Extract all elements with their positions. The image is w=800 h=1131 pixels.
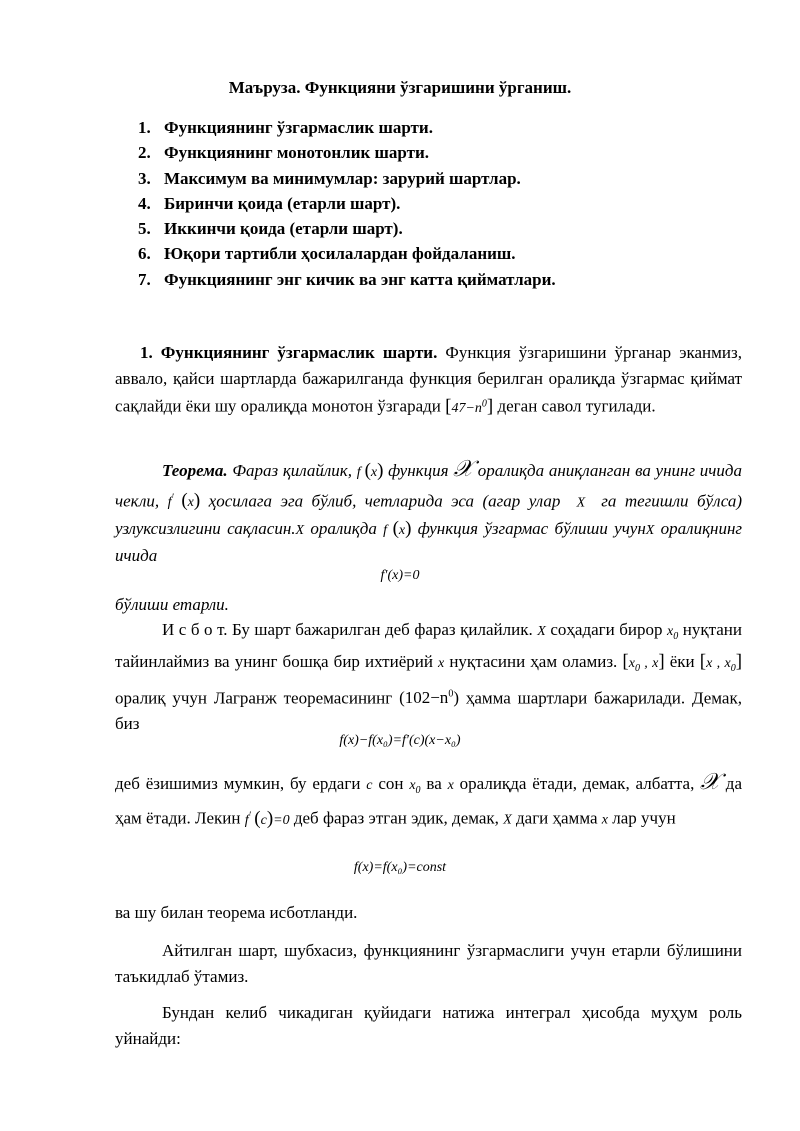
formula-fx: f (x) bbox=[383, 517, 412, 539]
toc-text: Функциянинг ўзгармаслик шарти. bbox=[164, 118, 433, 137]
formula-fx: f (x) bbox=[356, 460, 384, 481]
toc-number: 1. bbox=[138, 118, 151, 137]
symbol-x: x bbox=[438, 656, 445, 672]
section1-heading: 1. Функциянинг ўзгармаслик шарти. bbox=[140, 343, 438, 362]
symbol-X: X bbox=[503, 812, 512, 828]
symbol-X: 𝒳 bbox=[453, 456, 473, 482]
symbol-X: X bbox=[537, 624, 546, 639]
toc-number: 7. bbox=[138, 269, 151, 289]
reference-inline: $[47-n^0]$ bbox=[445, 395, 494, 417]
lagrange-reference bbox=[399, 688, 459, 707]
proof-end: ва шу билан теорема исботланди. bbox=[115, 903, 358, 922]
toc-number: 2. bbox=[138, 143, 151, 163]
proof-continuation bbox=[115, 770, 742, 833]
proof-text: нуқтасини ҳам оламиз. bbox=[444, 652, 623, 672]
toc-item bbox=[138, 118, 556, 143]
symbol-X: X bbox=[568, 495, 593, 511]
proof-text: лар учун bbox=[607, 808, 676, 828]
toc-text: Биринчи қоида (етарли шарт). bbox=[164, 193, 401, 213]
toc-number: 6. bbox=[138, 244, 151, 264]
toc-item bbox=[138, 169, 556, 194]
toc-text: Иккинчи қоида (етарли шарт). bbox=[164, 219, 403, 239]
toc-item bbox=[138, 219, 556, 244]
toc-text: Функциянинг энг кичик ва энг катта қийматлари. bbox=[164, 269, 556, 289]
theorem-text: функция ўзгармас бўлиши учун bbox=[411, 518, 646, 538]
proof-paragraph bbox=[115, 617, 742, 736]
symbol-X: X bbox=[295, 522, 305, 538]
proof-text: нуқтани тайинлаймиз ва унинг бошқа бир ихтиёрий bbox=[115, 620, 742, 672]
proof-text: сон bbox=[372, 774, 410, 793]
lagrange-formula: f(x)−f(x₀)=f′(c)(x−x₀) bbox=[339, 733, 461, 748]
proof-text: ҳамма шартлари бажарилади. Демак, биз bbox=[115, 688, 742, 733]
proof-text: деб ёзишимиз мумкин, бу ердаги bbox=[115, 774, 367, 793]
theorem-label: Теорема. bbox=[162, 461, 228, 480]
symbol-x: x bbox=[447, 778, 454, 793]
symbol-X: 𝒳 bbox=[700, 769, 720, 795]
toc-item bbox=[138, 143, 556, 168]
toc-item bbox=[138, 244, 556, 269]
theorem-text: оралиқда bbox=[304, 518, 384, 538]
symbol-c: c bbox=[366, 778, 373, 793]
section1-text-end: деган савол тугилади. bbox=[493, 396, 656, 416]
theorem-text: ҳосилага эга бўлиб, четларида эса (агар улар bbox=[200, 491, 569, 511]
symbol-x0: $x_0$ bbox=[667, 624, 679, 642]
interval-x-x0: [x , $x_0$] bbox=[699, 651, 743, 675]
reference-close: ) bbox=[453, 688, 459, 708]
theorem-formula: f′(x)=0 bbox=[380, 568, 420, 583]
proof-text: ва bbox=[420, 774, 448, 793]
reference-text: (102−n bbox=[399, 688, 449, 708]
reference-text: 47−n bbox=[451, 400, 482, 416]
interval-x0-x: [$x_0$ , x] bbox=[622, 651, 665, 675]
symbol-x0: $x_0$ bbox=[409, 778, 421, 796]
const-formula: f(x)=f(x₀)=const bbox=[353, 860, 447, 875]
theorem-paragraph bbox=[115, 457, 742, 569]
theorem-text: оралиқда аниқланган ва унинг ичида чекли, bbox=[115, 461, 742, 511]
proof-text: оралиқда ётади, демак, албатта, bbox=[453, 774, 701, 793]
toc-text: Юқори тартибли ҳосилалардан фойдаланиш. bbox=[164, 244, 516, 264]
toc-number: 5. bbox=[138, 219, 151, 239]
proof-text: оралиқ учун Лагранж теоремасининг bbox=[115, 688, 400, 708]
toc-item bbox=[138, 270, 556, 295]
toc-text: Максимум ва минимумлар: зарурий шартлар. bbox=[164, 168, 521, 188]
toc-item bbox=[138, 194, 556, 219]
theorem-text: Фараз қилайлик, bbox=[227, 461, 357, 480]
consequence-paragraph: Бундан келиб чикадиган қуйидаги натижа интеграл ҳисобда муҳум роль уйнайди: bbox=[115, 1003, 742, 1048]
table-of-contents bbox=[138, 118, 556, 295]
section1-paragraph bbox=[115, 340, 742, 421]
proof-text: И с б о т. Бу шарт бажарилган деб фараз қилайлик. bbox=[162, 620, 538, 639]
proof-text: ёки bbox=[664, 652, 700, 672]
symbol-X: X bbox=[645, 522, 655, 538]
proof-text: да ҳам ётади. Лекин bbox=[115, 774, 742, 828]
theorem-text: функция bbox=[383, 461, 454, 480]
toc-number: 4. bbox=[138, 193, 151, 213]
theorem-text: га тегишли бўлса) узлуксизлигини сақласин. bbox=[115, 491, 742, 538]
reference-sup: 0 bbox=[481, 398, 487, 409]
toc-text: Функциянинг монотонлик шарти. bbox=[164, 143, 430, 163]
section1-text: Функция ўзгаришини ўрганар эканмиз, аввало, қайси шартларда бажарилганда функция берилган оралиқда ўзгармас қиймат сақлайди ёки шу оралиқда монотон ўзгаради bbox=[115, 343, 742, 416]
theorem-text: оралиқнинг ичида bbox=[115, 518, 743, 566]
page-title: Маъруза. Функцияни ўзгаришини ўрганиш. bbox=[228, 78, 572, 97]
reference-sup: 0 bbox=[448, 688, 454, 700]
toc-number: 3. bbox=[138, 168, 151, 188]
theorem-tail: бўлиши етарли. bbox=[115, 595, 229, 614]
formula-fprime-c: f′ (c)=0 bbox=[244, 807, 290, 829]
note-paragraph: Айтилган шарт, шубхасиз, функциянинг ўзгармаслиги учун етарли бўлишини таъкидлаб ўтамиз. bbox=[115, 941, 742, 986]
proof-text: даги ҳамма bbox=[511, 808, 602, 828]
symbol-x: x bbox=[601, 812, 608, 828]
proof-text: деб фараз этган эдик, демак, bbox=[289, 808, 504, 828]
proof-text: соҳадаги бирор bbox=[545, 620, 668, 639]
formula-fprime-x: f′ (x) bbox=[167, 490, 201, 512]
